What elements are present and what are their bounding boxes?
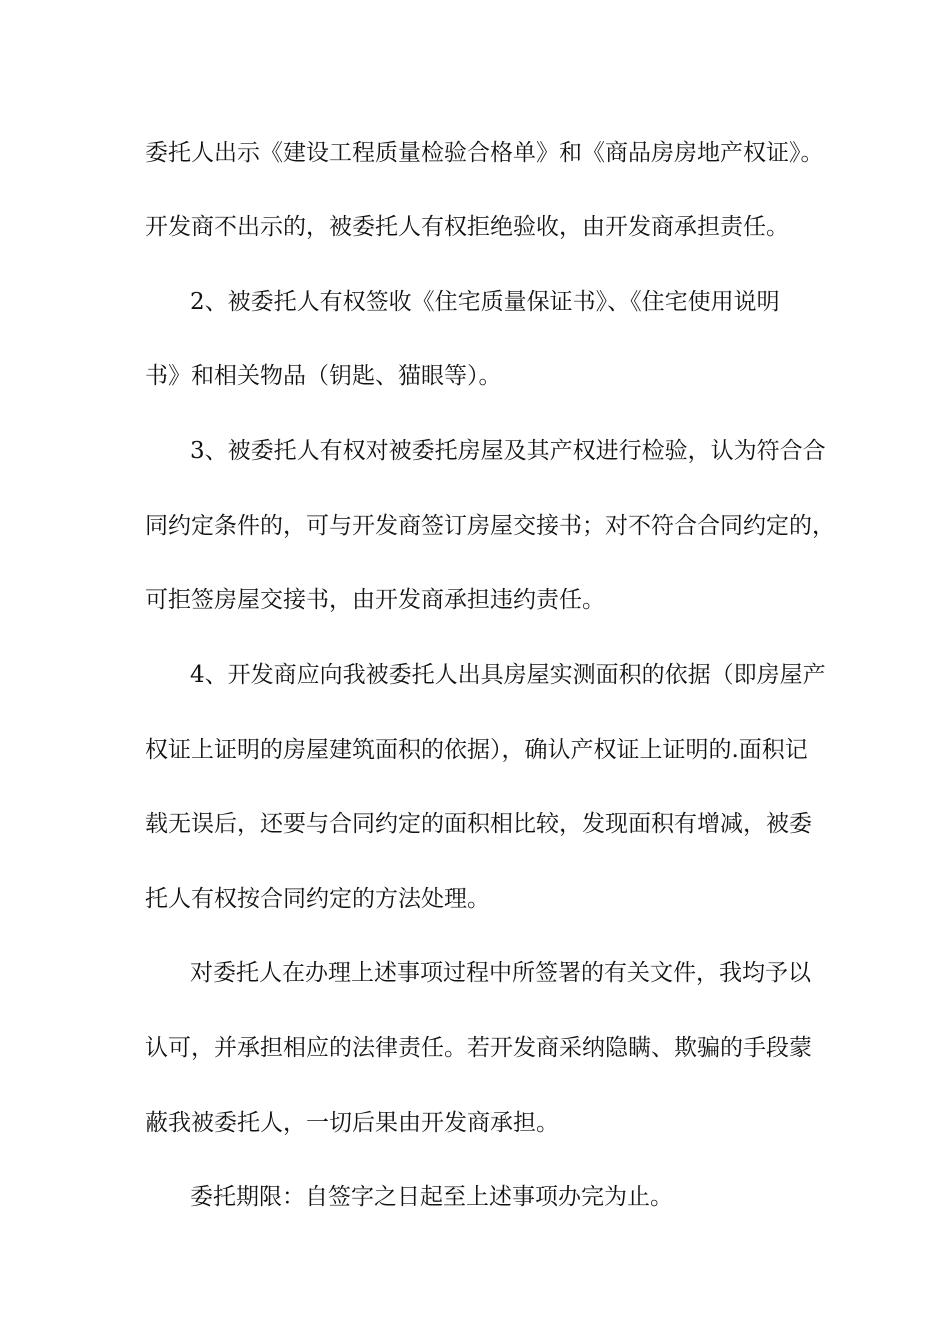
text-line: 权证上证明的房屋建筑面积的依据），确认产权证上证明的.面积记 xyxy=(145,737,808,763)
text-line: 可拒签房屋交接书，由开发商承担违约责任。 xyxy=(145,587,605,613)
text-line: 蔽我被委托人，一切后果由开发商承担。 xyxy=(145,1110,559,1136)
text-line: 委托期限：自签字之日起至上述事项办完为止。 xyxy=(190,1184,673,1210)
text-line: 载无误后，还要与合同约定的面积相比较，发现面积有增减，被委 xyxy=(145,811,812,837)
text-line: 4、开发商应向我被委托人出具房屋实测面积的依据（即房屋产 xyxy=(190,662,826,688)
text-line: 认可，并承担相应的法律责任。若开发商采纳隐瞒、欺骗的手段蒙 xyxy=(145,1035,812,1061)
text-line: 委托人出示《建设工程质量检验合格单》和《商品房房地产权证》。 xyxy=(145,140,824,166)
text-line: 同约定条件的，可与开发商签订房屋交接书；对不符合合同约定的， xyxy=(145,513,835,539)
text-line: 3、被委托人有权对被委托房屋及其产权进行检验，认为符合合 xyxy=(190,438,826,464)
text-line: 对委托人在办理上述事项过程中所签署的有关文件，我均予以 xyxy=(190,960,811,986)
text-line: 书》和相关物品（钥匙、猫眼等）。 xyxy=(145,363,502,389)
text-line: 2、被委托人有权签收《住宅质量保证书》、《住宅使用说明 xyxy=(190,289,780,315)
text-line: 开发商不出示的，被委托人有权拒绝验收，由开发商承担责任。 xyxy=(145,214,789,240)
text-line: 托人有权按合同约定的方法处理。 xyxy=(145,886,490,912)
